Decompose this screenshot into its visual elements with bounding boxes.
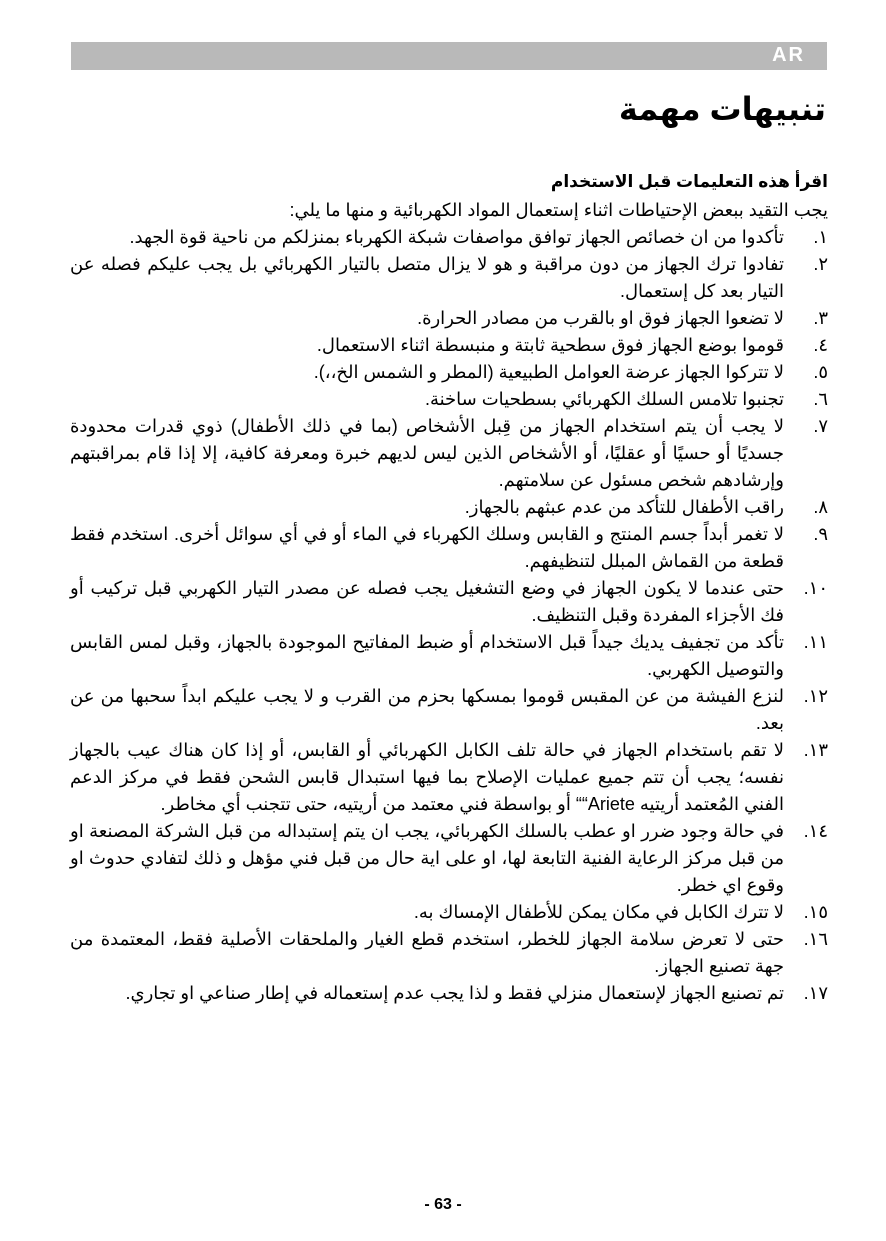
item-text: حتى عندما لا يكون الجهاز في وضع التشغيل يجب فصله عن مصدر التيار الكهربي قبل تركيب أو فك الأجزاء المفردة وقبل التنظيف. (70, 578, 784, 625)
page-title: تنبيهات مهمة (618, 91, 826, 127)
item-text: لا تضعوا الجهاز فوق او بالقرب من مصادر الحرارة. (417, 308, 784, 328)
section-heading: اقرأ هذه التعليمات قبل الاستخدام (550, 172, 828, 191)
item-number: ١٧. (803, 983, 828, 1003)
item-number: ١٦. (803, 929, 828, 949)
item-text: لا تقم باستخدام الجهاز في حالة تلف الكابل الكهربائي أو القابس، أو إذا كان هناك عيب بالجهاز نفسه؛ يجب أن تتم جميع عمليات الإصلاح بما فيها استبدال قابس الشحن فقط في مركز الدعم الفني المُعتمد أريتيه Ariete““ أو بواسطة فني معتمد من أريتيه، حتى تتجنب أي مخاطر. (70, 740, 784, 814)
list-item (70, 629, 828, 683)
item-text: تأكد من تجفيف يديك جيداً قبل الاستخدام أو ضبط المفاتيح الموجودة بالجهاز، وقبل لمس القابس والتوصيل الكهربي. (70, 632, 785, 679)
list-item (70, 575, 828, 629)
item-number: ٩. (813, 524, 828, 544)
intro-paragraph: يجب التقيد ببعض الإحتياطات اثناء إستعمال المواد الكهربائية و منها ما يلي: (289, 200, 828, 220)
page-number: - 63 - (424, 1196, 462, 1213)
list-item (70, 305, 828, 332)
language-header-bar (71, 42, 827, 70)
item-number: ١٣. (803, 740, 828, 760)
item-number: ٣. (813, 308, 828, 328)
list-item (70, 413, 828, 494)
item-number: ١٢. (803, 686, 828, 706)
item-text: حتى لا تعرض سلامة الجهاز للخطر، استخدم قطع الغيار والملحقات الأصلية فقط، المعتمدة من جهة تصنيع الجهاز. (70, 929, 784, 976)
list-item (70, 332, 828, 359)
item-number: ٨. (813, 497, 828, 517)
list-item (70, 683, 828, 737)
document-body (70, 168, 828, 1007)
item-number: ٢. (813, 254, 828, 274)
item-number: ١٠. (803, 578, 828, 598)
list-item (70, 359, 828, 386)
item-number: ٦. (813, 389, 828, 409)
list-item (70, 818, 828, 899)
item-text: قوموا بوضع الجهاز فوق سطحية ثابتة و منبسطة اثناء الاستعمال. (316, 335, 784, 355)
item-number: ١. (813, 227, 828, 247)
item-text: تأكدوا من ان خصائص الجهاز توافق مواصفات شبكة الكهرباء بمنزلكم من ناحية قوة الجهد. (129, 227, 784, 247)
item-number: ١٤. (803, 821, 828, 841)
list-item (70, 926, 828, 980)
language-code: AR (772, 44, 805, 66)
item-text: لا تترك الكابل في مكان يمكن للأطفال الإمساك به. (413, 902, 784, 922)
item-text: تفادوا ترك الجهاز من دون مراقبة و هو لا يزال متصل بالتيار الكهربائي بل يجب عليكم فصله عن التيار بعد كل إستعمال. (70, 254, 784, 301)
item-number: ١١. (803, 632, 828, 652)
list-item (70, 737, 828, 818)
item-number: ٤. (813, 335, 828, 355)
item-text: تم تصنيع الجهاز لإستعمال منزلي فقط و لذا يجب عدم إستعماله في إطار صناعي او تجاري. (125, 983, 784, 1003)
list-item (70, 494, 828, 521)
item-text: راقب الأطفال للتأكد من عدم عبثهم بالجهاز. (464, 497, 784, 517)
item-number: ٥. (813, 362, 828, 382)
item-text: تجنبوا تلامس السلك الكهربائي بسطحيات ساخنة. (424, 389, 784, 409)
item-number: ٧. (813, 416, 828, 436)
item-number: ١٥. (803, 902, 828, 922)
safety-instructions-list (70, 224, 828, 1007)
item-text: لا تتركوا الجهاز عرضة العوامل الطبيعية (المطر و الشمس الخ،،). (313, 362, 784, 382)
item-text: لنزع الفيشة من عن المقبس قوموا بمسكها بحزم من القرب و لا يجب عليكم ابداً سحبها من عن بعد. (70, 686, 784, 733)
item-text: في حالة وجود ضرر او عطب بالسلك الكهربائي، يجب ان يتم إستبداله من قبل الشركة المصنعة او من قبل مركز الرعاية الفنية التابعة لها، او على اية حال من قبل فني مؤهل و ذلك لتفادي حدوث او وقوع اي خطر. (70, 821, 784, 895)
list-item (70, 899, 828, 926)
list-item (70, 386, 828, 413)
list-item (70, 251, 828, 305)
list-item (70, 980, 828, 1007)
item-text: لا يجب أن يتم استخدام الجهاز من قِبل الأشخاص (بما في ذلك الأطفال) ذوي قدرات محدودة جسديًا أو حسيًا أو عقليًا، أو الأشخاص الذين ليس لديهم خبرة ومعرفة كافية، إلا إذا قام بمراقبتهم وإرشادهم شخص مسئول عن سلامتهم. (70, 416, 784, 490)
item-text: لا تغمر أبداً جسم المنتج و القابس وسلك الكهرباء في الماء أو في أي سوائل أخرى. استخدم فقط قطعة من القماش المبلل لتنظيفهم. (70, 524, 784, 571)
list-item (70, 521, 828, 575)
list-item (70, 224, 828, 251)
